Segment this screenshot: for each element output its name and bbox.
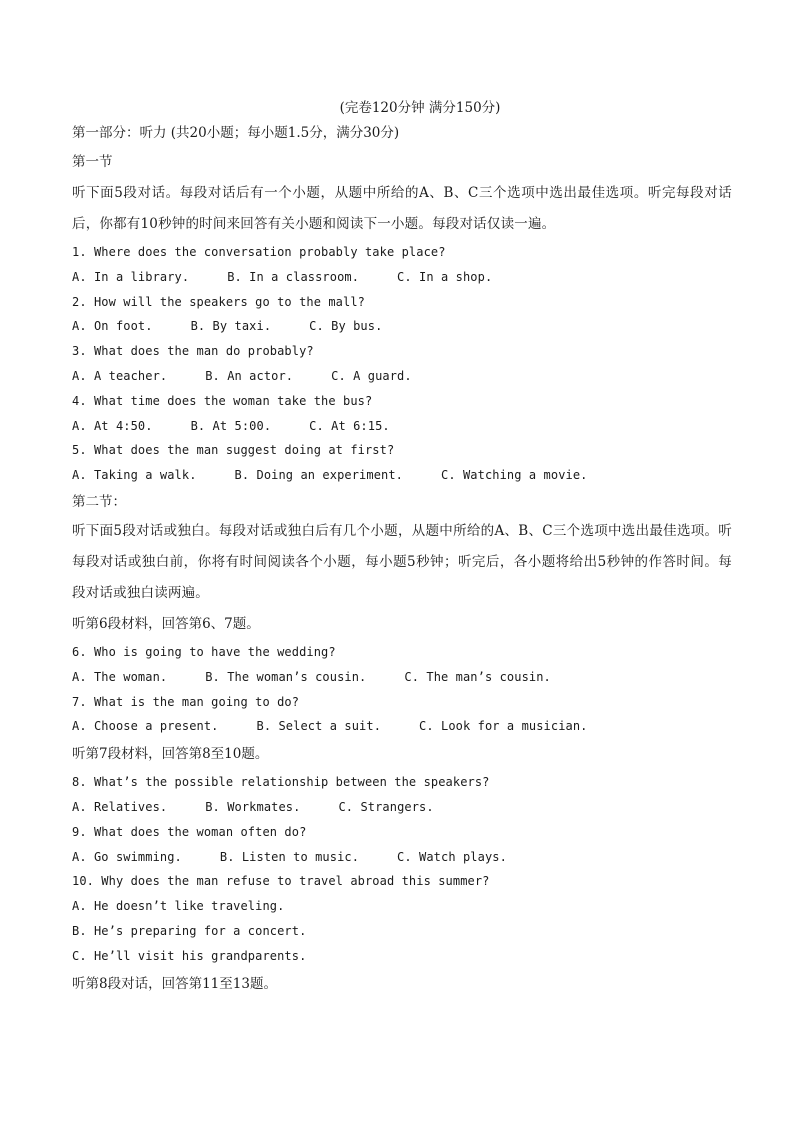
option-b: B. He’s preparing for a concert. — [72, 923, 307, 938]
option-a: A. Go swimming. — [72, 849, 182, 864]
exam-info: (完卷120分钟 满分150分) — [339, 100, 501, 116]
option-a: A. In a library. — [72, 269, 190, 284]
option-a: A. The woman. — [72, 669, 168, 684]
option-a: A. At 4:50. — [72, 418, 153, 433]
question-4: 4. What time does the woman take the bus? — [72, 393, 373, 408]
option-b: B. Workmates. — [205, 799, 301, 814]
section2-instructions: 听下面5段对话或独白。每段对话或独白后有几个小题，从题中所给的A、B、C三个选项中选出最佳选项。听每段对话或独白前，你将有时间阅读各个小题，每小题5秒钟；听完后，各小题将给出5秒钟的作答时间。每段对话或独白读两遍。 — [72, 522, 732, 601]
option-a: A. Choose a present. — [72, 719, 219, 734]
option-b: B. At 5:00. — [190, 418, 272, 433]
option-a: A. Relatives. — [72, 799, 168, 814]
option-c: C. He’ll visit his grandparents. — [72, 948, 307, 963]
section1-title: 第一节 — [72, 154, 113, 170]
option-b: B. Select a suit. — [256, 719, 382, 734]
option-b: B. The woman’s cousin. — [205, 669, 367, 684]
question-10: 10. Why does the man refuse to travel abroad this summer? — [72, 874, 490, 889]
section2-title: 第二节： — [72, 493, 126, 510]
option-c: C. At 6:15. — [309, 418, 390, 433]
options-9 — [72, 845, 732, 870]
question-2: 2. How will the speakers go to the mall? — [72, 294, 365, 309]
material-6-header: 听第6段材料，回答第6、7题。 — [72, 615, 260, 632]
material-8-header: 听第8段对话，回答第11至13题。 — [72, 975, 277, 992]
question-5: 5. What does the man suggest doing at first? — [72, 443, 395, 458]
option-b: B. By taxi. — [190, 319, 272, 334]
exam-page — [72, 96, 732, 1000]
option-c: C. Watching a movie. — [441, 468, 588, 483]
option-b: B. In a classroom. — [227, 269, 360, 284]
option-c: C. By bus. — [309, 319, 383, 334]
options-7 — [72, 714, 732, 739]
options-4 — [72, 414, 732, 439]
question-1: 1. Where does the conversation probably take place? — [72, 245, 446, 259]
option-c: C. In a shop. — [397, 269, 493, 284]
options-8 — [72, 795, 732, 820]
section1-instructions: 听下面5段对话。每段对话后有一个小题，从题中所给的A、B、C三个选项中选出最佳选项。听完每段对话后，你都有10秒钟的时间来回答有关小题和阅读下一小题。每段对话仅读一遍。 — [72, 185, 732, 232]
option-c: C. Strangers. — [338, 799, 434, 814]
option-b: B. An actor. — [205, 368, 294, 383]
option-b: B. Doing an experiment. — [234, 468, 403, 483]
option-a: A. He doesn’t like traveling. — [72, 899, 285, 914]
options-3 — [72, 364, 732, 389]
material-7-header: 听第7段材料，回答第8至10题。 — [72, 746, 269, 763]
options-2 — [72, 314, 732, 339]
option-a: A. Taking a walk. — [72, 468, 197, 483]
option-a: A. On foot. — [72, 319, 153, 334]
options-5 — [72, 463, 732, 488]
question-3: 3. What does the man do probably? — [72, 344, 314, 359]
option-c: C. The man’s cousin. — [404, 669, 551, 684]
options-6 — [72, 665, 732, 690]
question-8: 8. What’s the possible relationship between the speakers? — [72, 775, 490, 790]
part1-title: 第一部分：听力 (共20小题；每小题1.5分，满分30分) — [72, 125, 400, 141]
question-9: 9. What does the woman often do? — [72, 824, 307, 839]
option-c: C. Watch plays. — [397, 849, 507, 864]
question-6: 6. Who is going to have the wedding? — [72, 644, 336, 659]
option-a: A. A teacher. — [72, 368, 168, 383]
option-c: C. Look for a musician. — [419, 719, 588, 734]
question-7: 7. What is the man going to do? — [72, 694, 300, 709]
option-c: C. A guard. — [331, 368, 412, 383]
option-b: B. Listen to music. — [219, 849, 360, 864]
options-1 — [72, 265, 732, 290]
